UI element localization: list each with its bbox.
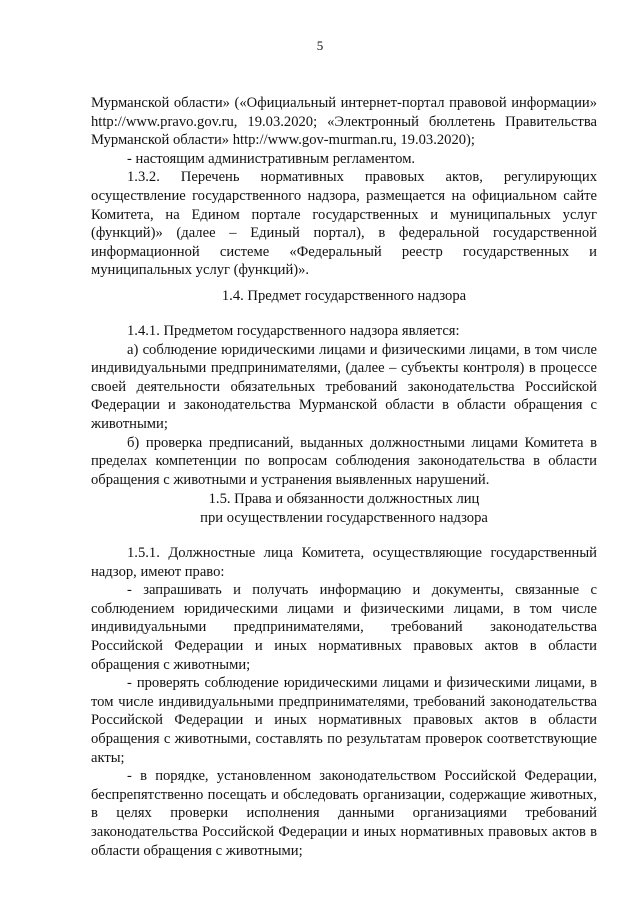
page-number: 5 xyxy=(316,38,324,53)
paragraph: - проверять соблюдение юридическими лицами и физическими лицами, в том числе индивидуальными предпринимателями, требований законодательства Российской Федерации и иных нормативных правовых актов в области обращения с животными, составлять по результатам проверок соответствующие акты; xyxy=(91,675,597,766)
heading-1-5-line1: 1.5. Права и обязанности должностных лиц xyxy=(208,491,480,507)
paragraph: б) проверка предписаний, выданных должностными лицами Комитета в пределах компетенции по вопросам соблюдения законодательства в области обращения с животными и устранения выявленных нарушений. xyxy=(91,434,597,488)
paragraph: Мурманской области» («Официальный интернет-портал правовой информации» http://www.pravo.gov.ru, 19.03.2020; «Электронный бюллетень Правительства Мурманской области» http://www.gov-murman.ru, 19.03.2020); xyxy=(91,95,597,149)
heading-1-5-line2: при осуществлении государственного надзора xyxy=(200,510,488,526)
section-1-4 xyxy=(91,322,597,489)
paragraph: а) соблюдение юридическими лицами и физическими лицами, в том числе индивидуальными предпринимателями, (далее – субъекты контроля) в процессе своей деятельности обязательных требований законодательства Российской Федерации и законодательства Мурманской области в области обращения с животными; xyxy=(91,341,597,432)
section-1-5 xyxy=(91,544,597,860)
paragraph: 1.4.1. Предметом государственного надзора является: xyxy=(127,323,460,339)
paragraph: 1.5.1. Должностные лица Комитета, осуществляющие государственный надзор, имеют право: xyxy=(91,545,597,580)
section-1-3-continued xyxy=(91,94,597,280)
paragraph: - запрашивать и получать информацию и документы, связанные с соблюдением юридическими лицами и физическими лицами, в том числе индивидуальными предпринимателями, требований законодательства Российской Федерации и иных нормативных правовых актов в области обращения с животными; xyxy=(91,582,597,673)
paragraph: 1.3.2. Перечень нормативных правовых актов, регулирующих осуществление государственного надзора, размещается на официальном сайте Комитета, на Едином портале государственных и муниципальных услуг (функций)» (далее – Единый портал), в федеральной государственной информационной системе «Федеральный реестр государственных и муниципальных услуг (функций)». xyxy=(91,169,597,279)
heading-1-4: 1.4. Предмет государственного надзора xyxy=(221,288,467,304)
paragraph: - в порядке, установленном законодательством Российской Федерации, беспрепятственно посещать и обследовать организации, содержащие животных, в целях проверки исполнения данными организациями требований законодательства Российской Федерации и иных нормативных правовых актов в области обращения с животными; xyxy=(91,768,597,859)
paragraph: - настоящим административным регламентом. xyxy=(127,150,416,167)
